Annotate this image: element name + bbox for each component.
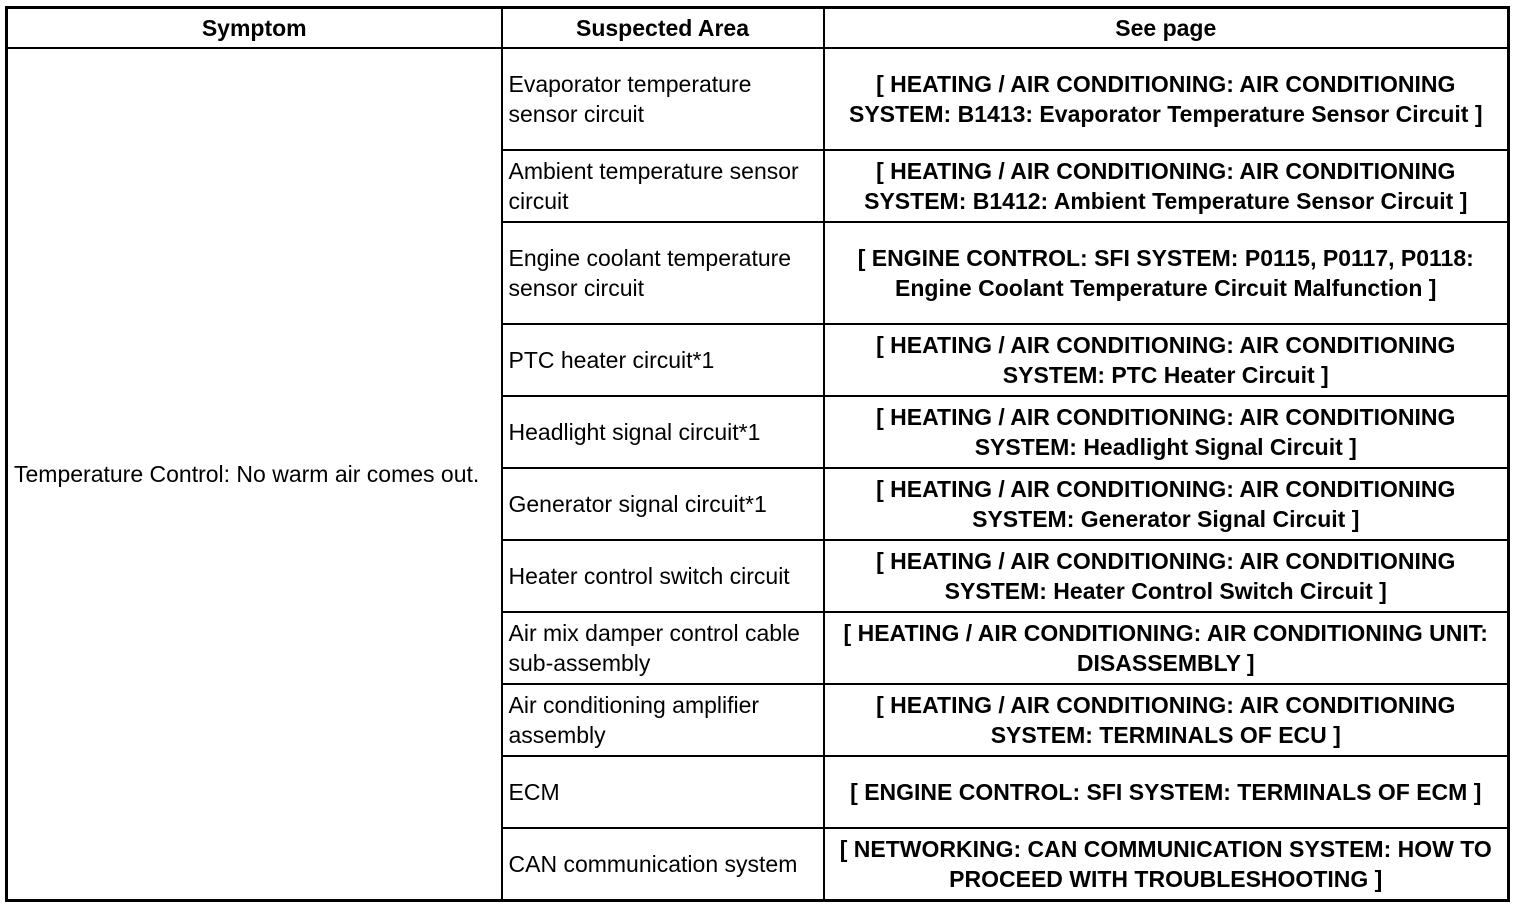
table-row — [7, 48, 1509, 150]
header-symptom: Symptom — [7, 8, 502, 49]
see-page-link[interactable]: [ HEATING / AIR CONDITIONING: AIR CONDITIONING SYSTEM: Generator Signal Circuit ] — [824, 468, 1509, 540]
suspected-area-cell: PTC heater circuit*1 — [502, 324, 824, 396]
header-see-page: See page — [824, 8, 1509, 49]
see-page-link[interactable]: [ HEATING / AIR CONDITIONING: AIR CONDITIONING SYSTEM: PTC Heater Circuit ] — [824, 324, 1509, 396]
see-page-link[interactable]: [ HEATING / AIR CONDITIONING: AIR CONDITIONING SYSTEM: B1413: Evaporator Temperature Sensor Circuit ] — [824, 48, 1509, 150]
suspected-area-cell: Air mix damper control cable sub-assembly — [502, 612, 824, 684]
header-suspected-area: Suspected Area — [502, 8, 824, 49]
see-page-link[interactable]: [ HEATING / AIR CONDITIONING: AIR CONDITIONING UNIT: DISASSEMBLY ] — [824, 612, 1509, 684]
see-page-link[interactable]: [ HEATING / AIR CONDITIONING: AIR CONDITIONING SYSTEM: Headlight Signal Circuit ] — [824, 396, 1509, 468]
see-page-link[interactable]: [ ENGINE CONTROL: SFI SYSTEM: TERMINALS OF ECM ] — [824, 756, 1509, 828]
suspected-area-cell: CAN communication system — [502, 828, 824, 901]
see-page-link[interactable]: [ ENGINE CONTROL: SFI SYSTEM: P0115, P0117, P0118: Engine Coolant Temperature Circuit Malfunction ] — [824, 222, 1509, 324]
suspected-area-cell: Headlight signal circuit*1 — [502, 396, 824, 468]
see-page-link[interactable]: [ NETWORKING: CAN COMMUNICATION SYSTEM: HOW TO PROCEED WITH TROUBLESHOOTING ] — [824, 828, 1509, 901]
see-page-link[interactable]: [ HEATING / AIR CONDITIONING: AIR CONDITIONING SYSTEM: B1412: Ambient Temperature Sensor Circuit ] — [824, 150, 1509, 222]
suspected-area-cell: ECM — [502, 756, 824, 828]
header-row — [7, 8, 1509, 49]
symptom-cell: Temperature Control: No warm air comes out. — [7, 48, 502, 901]
suspected-area-cell: Air conditioning amplifier assembly — [502, 684, 824, 756]
suspected-area-cell: Evaporator temperature sensor circuit — [502, 48, 824, 150]
suspected-area-cell: Generator signal circuit*1 — [502, 468, 824, 540]
suspected-area-cell: Ambient temperature sensor circuit — [502, 150, 824, 222]
troubleshooting-table — [5, 6, 1510, 902]
see-page-link[interactable]: [ HEATING / AIR CONDITIONING: AIR CONDITIONING SYSTEM: Heater Control Switch Circuit ] — [824, 540, 1509, 612]
suspected-area-cell: Heater control switch circuit — [502, 540, 824, 612]
see-page-link[interactable]: [ HEATING / AIR CONDITIONING: AIR CONDITIONING SYSTEM: TERMINALS OF ECU ] — [824, 684, 1509, 756]
suspected-area-cell: Engine coolant temperature sensor circuit — [502, 222, 824, 324]
